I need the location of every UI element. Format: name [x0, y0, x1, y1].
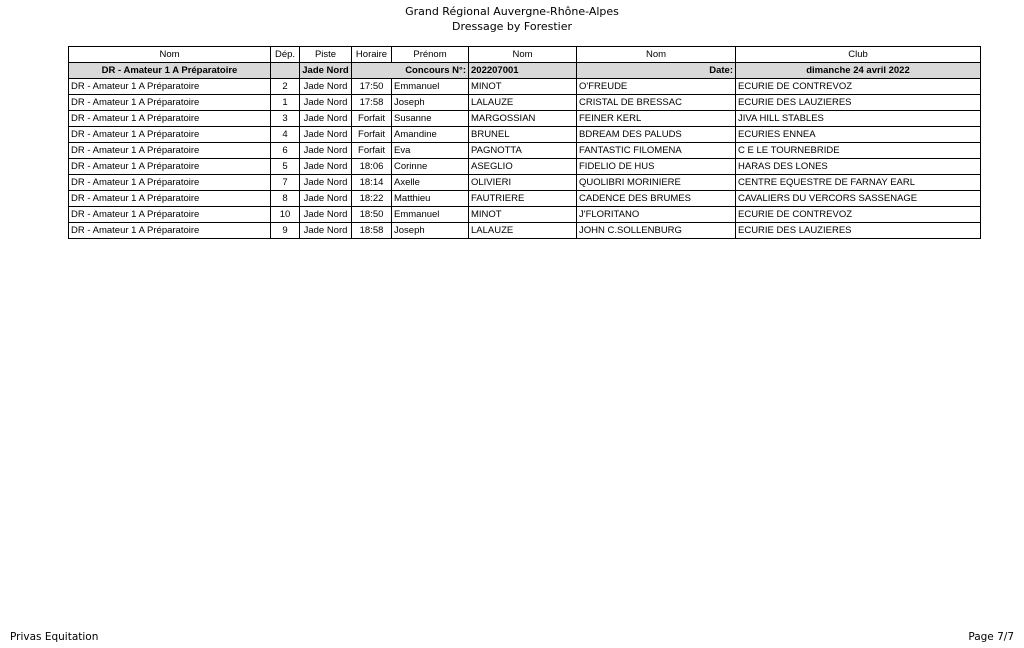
cell-epreuve: DR - Amateur 1 A Préparatoire	[69, 79, 271, 95]
col-header-club: Club	[736, 47, 981, 63]
cell-nom-cavalier: LALAUZE	[469, 95, 577, 111]
cell-nom-cavalier: BRUNEL	[469, 127, 577, 143]
cell-dep: 1	[271, 95, 300, 111]
cell-club: ECURIE DE CONTREVOZ	[736, 207, 981, 223]
cell-club: ECURIES ENNEA	[736, 127, 981, 143]
cell-horaire: 18:50	[352, 207, 392, 223]
cell-epreuve: DR - Amateur 1 A Préparatoire	[69, 111, 271, 127]
cell-dep: 8	[271, 191, 300, 207]
cell-piste: Jade Nord	[300, 175, 352, 191]
col-header-horaire: Horaire	[352, 47, 392, 63]
cell-dep: 2	[271, 79, 300, 95]
cell-piste: Jade Nord	[300, 223, 352, 239]
cell-nom-cheval: FANTASTIC FILOMENA	[577, 143, 736, 159]
cell-piste: Jade Nord	[300, 207, 352, 223]
cell-horaire: 18:58	[352, 223, 392, 239]
cell-club: ECURIE DE CONTREVOZ	[736, 79, 981, 95]
cell-epreuve: DR - Amateur 1 A Préparatoire	[69, 191, 271, 207]
footer-organizer: Privas Equitation	[10, 631, 99, 643]
cell-club: HARAS DES LONES	[736, 159, 981, 175]
cell-dep: 3	[271, 111, 300, 127]
cell-epreuve: DR - Amateur 1 A Préparatoire	[69, 159, 271, 175]
group-date-label: Date:	[577, 63, 736, 79]
cell-epreuve: DR - Amateur 1 A Préparatoire	[69, 127, 271, 143]
cell-nom-cavalier: MINOT	[469, 79, 577, 95]
start-list-table	[68, 46, 981, 239]
table-row	[69, 191, 981, 207]
cell-dep: 10	[271, 207, 300, 223]
cell-prenom: Joseph	[392, 223, 469, 239]
group-header-row	[69, 63, 981, 79]
cell-piste: Jade Nord	[300, 127, 352, 143]
cell-nom-cheval: CADENCE DES BRUMES	[577, 191, 736, 207]
table-row	[69, 127, 981, 143]
cell-epreuve: DR - Amateur 1 A Préparatoire	[69, 207, 271, 223]
cell-nom-cavalier: FAUTRIERE	[469, 191, 577, 207]
cell-epreuve: DR - Amateur 1 A Préparatoire	[69, 95, 271, 111]
cell-nom-cheval: FIDELIO DE HUS	[577, 159, 736, 175]
cell-nom-cheval: J'FLORITANO	[577, 207, 736, 223]
table-row	[69, 111, 981, 127]
cell-nom-cavalier: LALAUZE	[469, 223, 577, 239]
cell-club: CAVALIERS DU VERCORS SASSENAGE	[736, 191, 981, 207]
cell-dep: 9	[271, 223, 300, 239]
cell-dep: 6	[271, 143, 300, 159]
page-header	[0, 4, 1024, 34]
group-concours-label: Concours N°:	[352, 63, 469, 79]
cell-prenom: Matthieu	[392, 191, 469, 207]
cell-horaire: 17:58	[352, 95, 392, 111]
cell-piste: Jade Nord	[300, 111, 352, 127]
cell-horaire: 18:06	[352, 159, 392, 175]
cell-nom-cavalier: PAGNOTTA	[469, 143, 577, 159]
cell-nom-cheval: FEINER KERL	[577, 111, 736, 127]
table-header-row	[69, 47, 981, 63]
cell-club: ECURIE DES LAUZIERES	[736, 95, 981, 111]
cell-nom-cavalier: OLIVIERI	[469, 175, 577, 191]
cell-nom-cheval: BDREAM DES PALUDS	[577, 127, 736, 143]
cell-epreuve: DR - Amateur 1 A Préparatoire	[69, 143, 271, 159]
cell-horaire: Forfait	[352, 111, 392, 127]
cell-horaire: 17:50	[352, 79, 392, 95]
cell-nom-cavalier: MARGOSSIAN	[469, 111, 577, 127]
cell-prenom: Eva	[392, 143, 469, 159]
cell-epreuve: DR - Amateur 1 A Préparatoire	[69, 175, 271, 191]
cell-piste: Jade Nord	[300, 159, 352, 175]
cell-prenom: Amandine	[392, 127, 469, 143]
cell-dep: 7	[271, 175, 300, 191]
group-empty-cell	[271, 63, 300, 79]
col-header-nom-cavalier: Nom	[469, 47, 577, 63]
cell-horaire: Forfait	[352, 143, 392, 159]
cell-club: CENTRE EQUESTRE DE FARNAY EARL	[736, 175, 981, 191]
group-date-value: dimanche 24 avril 2022	[736, 63, 981, 79]
table-row	[69, 175, 981, 191]
cell-horaire: Forfait	[352, 127, 392, 143]
cell-horaire: 18:22	[352, 191, 392, 207]
cell-dep: 5	[271, 159, 300, 175]
group-concours-value: 202207001	[469, 63, 577, 79]
cell-dep: 4	[271, 127, 300, 143]
table-row	[69, 159, 981, 175]
cell-prenom: Susanne	[392, 111, 469, 127]
cell-nom-cheval: JOHN C.SOLLENBURG	[577, 223, 736, 239]
cell-nom-cheval: QUOLIBRI MORINIERE	[577, 175, 736, 191]
col-header-nom-cheval: Nom	[577, 47, 736, 63]
table-row	[69, 95, 981, 111]
cell-piste: Jade Nord	[300, 95, 352, 111]
cell-horaire: 18:14	[352, 175, 392, 191]
cell-prenom: Emmanuel	[392, 207, 469, 223]
cell-nom-cavalier: ASEGLIO	[469, 159, 577, 175]
table-row	[69, 143, 981, 159]
cell-nom-cavalier: MINOT	[469, 207, 577, 223]
cell-club: JIVA HILL STABLES	[736, 111, 981, 127]
cell-piste: Jade Nord	[300, 79, 352, 95]
cell-piste: Jade Nord	[300, 143, 352, 159]
col-header-dep: Dép.	[271, 47, 300, 63]
col-header-epreuve: Nom	[69, 47, 271, 63]
table-row	[69, 223, 981, 239]
cell-nom-cheval: O'FREUDE	[577, 79, 736, 95]
page-title: Grand Régional Auvergne-Rhône-Alpes	[405, 5, 619, 18]
cell-prenom: Corinne	[392, 159, 469, 175]
col-header-prenom: Prénom	[392, 47, 469, 63]
footer-page-number: Page 7/7	[968, 631, 1014, 643]
table-row	[69, 79, 981, 95]
table-row	[69, 207, 981, 223]
cell-prenom: Emmanuel	[392, 79, 469, 95]
col-header-piste: Piste	[300, 47, 352, 63]
cell-club: ECURIE DES LAUZIERES	[736, 223, 981, 239]
cell-epreuve: DR - Amateur 1 A Préparatoire	[69, 223, 271, 239]
group-epreuve: DR - Amateur 1 A Préparatoire	[69, 63, 271, 79]
group-piste: Jade Nord	[300, 63, 352, 79]
page-subtitle: Dressage by Forestier	[451, 20, 573, 33]
cell-club: C E LE TOURNEBRIDE	[736, 143, 981, 159]
cell-nom-cheval: CRISTAL DE BRESSAC	[577, 95, 736, 111]
cell-prenom: Joseph	[392, 95, 469, 111]
cell-prenom: Axelle	[392, 175, 469, 191]
cell-piste: Jade Nord	[300, 191, 352, 207]
